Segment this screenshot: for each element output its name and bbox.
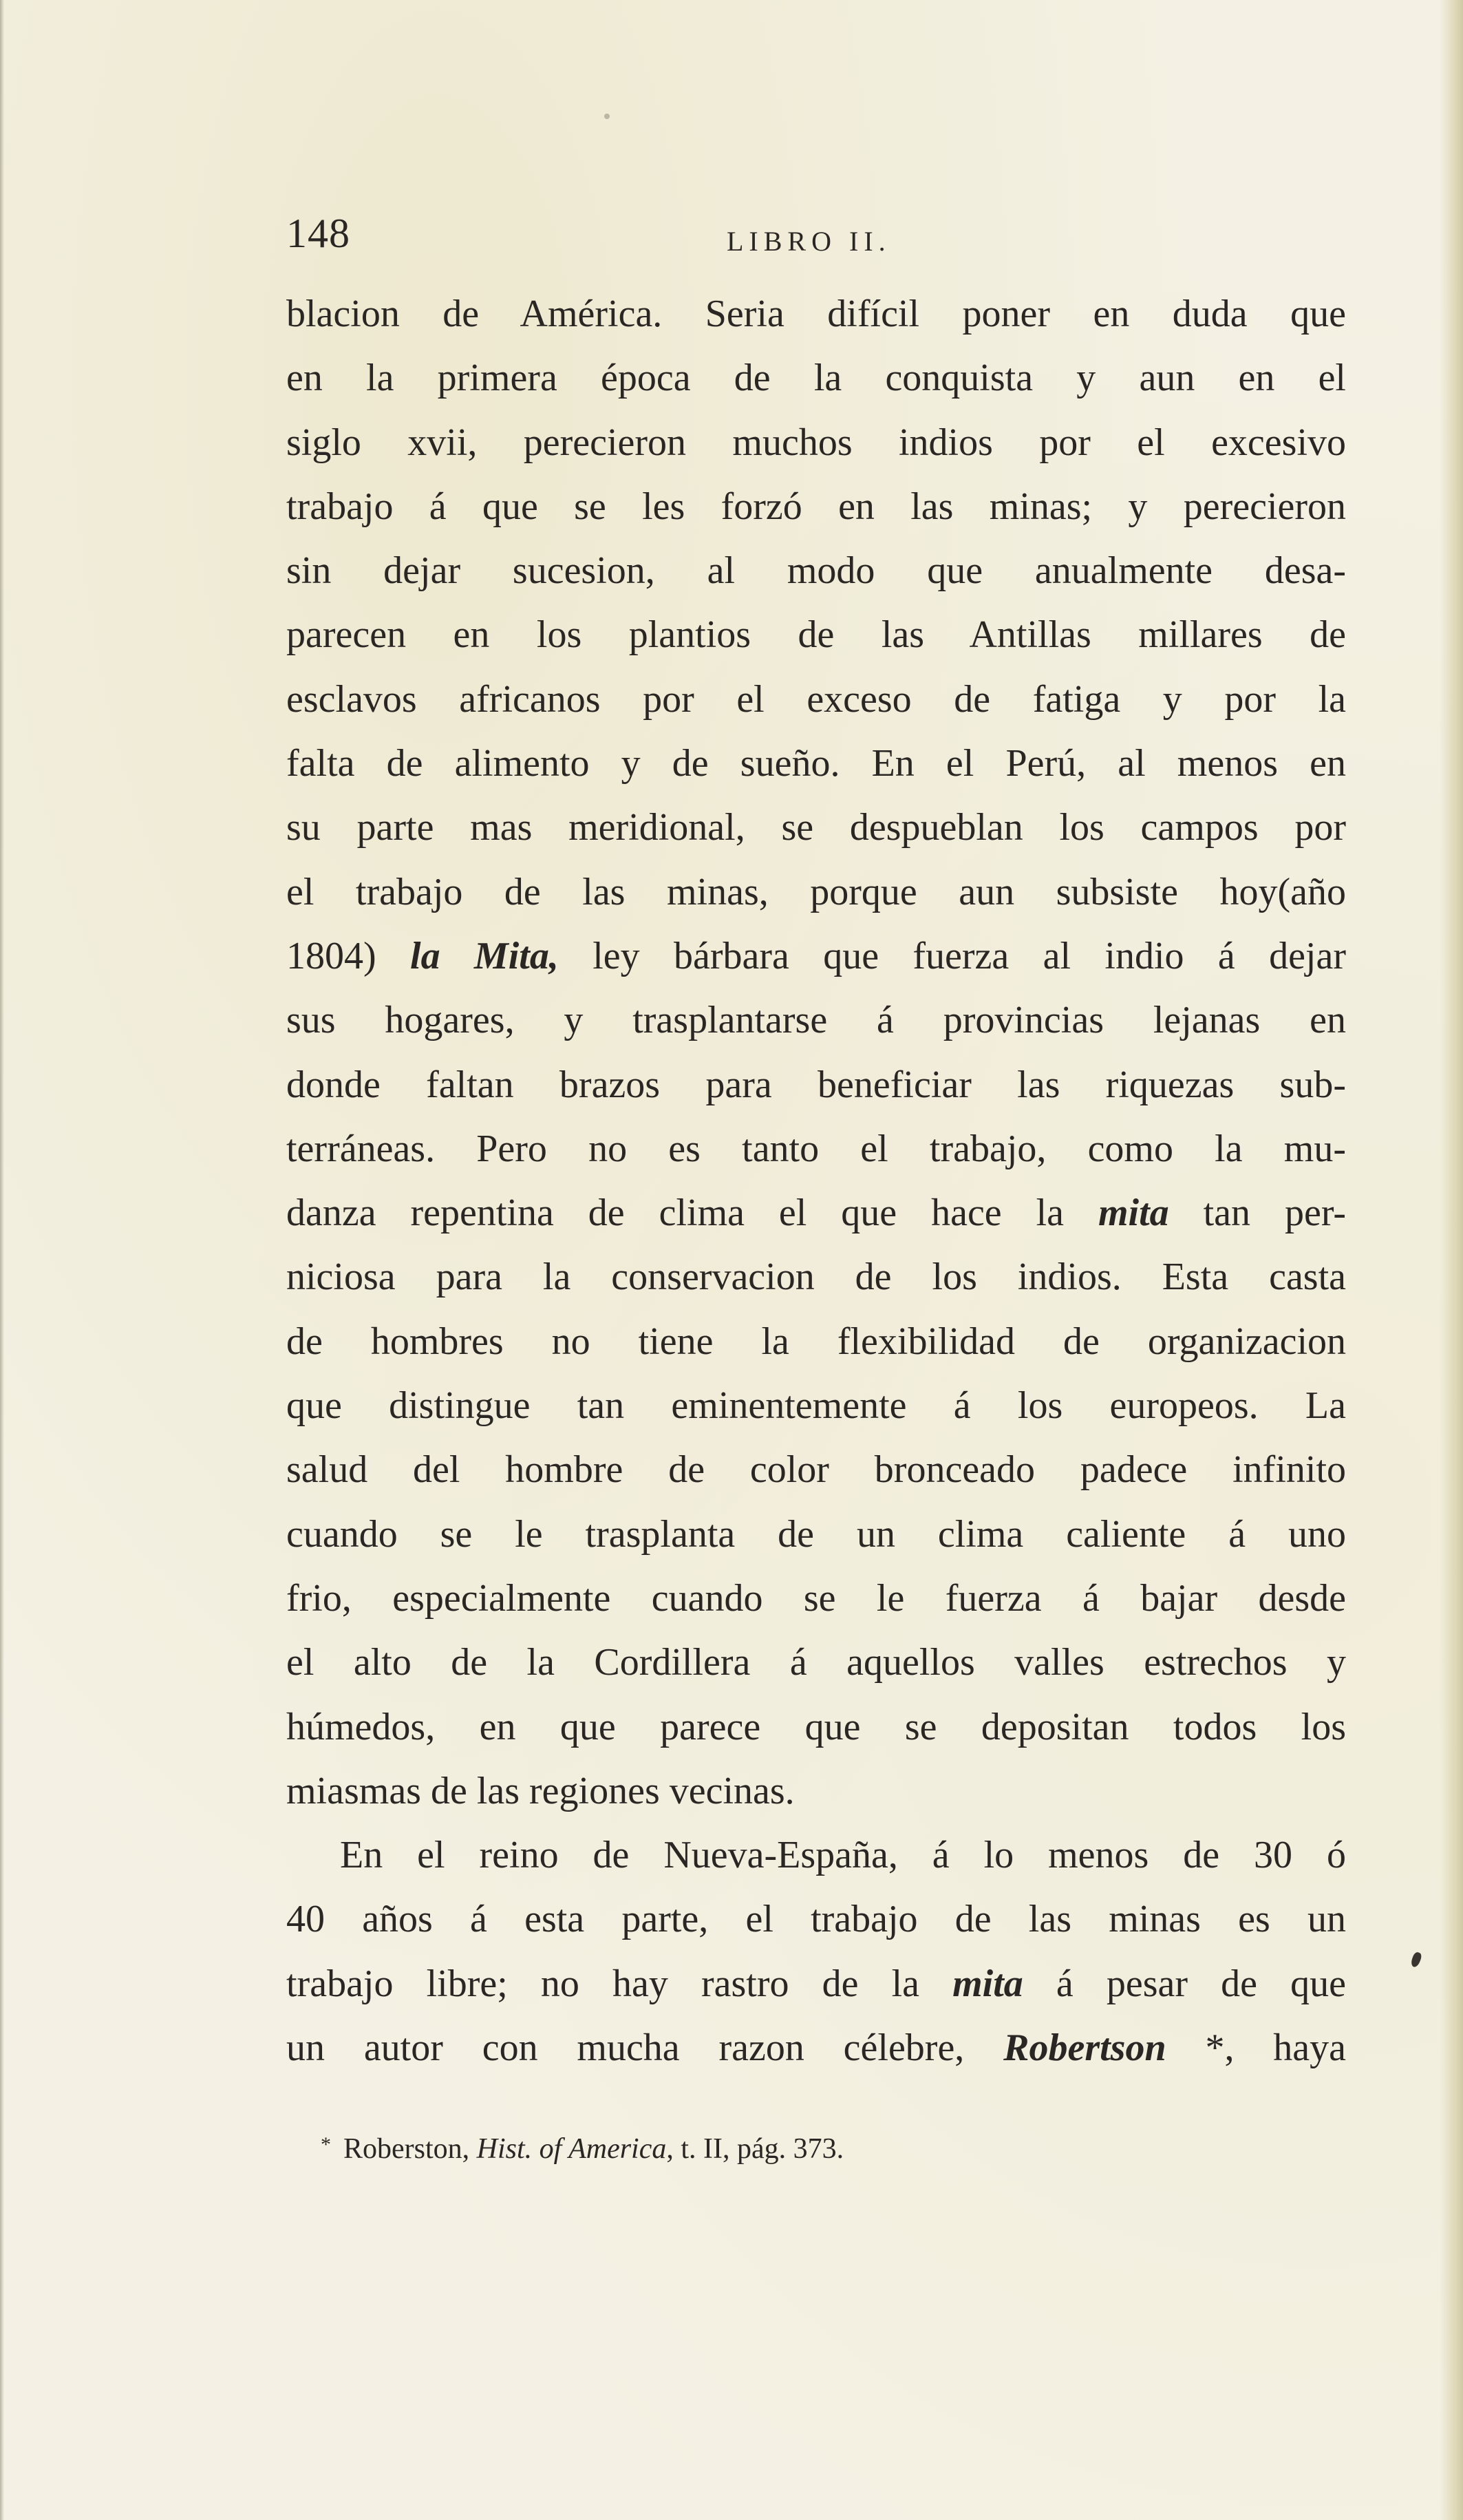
page-number: 148 [286, 211, 350, 256]
text-line: trabajo libre; no hay rastro de la mita á pesar de que [286, 1962, 1347, 2005]
text-line: falta de alimento y de sueño. En el Perú, al menos en [286, 742, 1346, 785]
footnote-reference: , t. II, pág. 373. [666, 2133, 844, 2165]
text-line: el trabajo de las minas, porque aun subsiste hoy(año [286, 870, 1346, 913]
text-line: niciosa para la conservacion de los indios. Esta casta [286, 1256, 1346, 1299]
text-line: danza repentina de clima el que hace la mita tan per- [286, 1192, 1346, 1235]
text-line: su parte mas meridional, se despueblan los campos por [286, 806, 1346, 849]
text-line: un autor con mucha razon célebre, Robertson *, haya [286, 2026, 1346, 2070]
text-line: trabajo á que se les forzó en las minas; y perecieron [286, 485, 1346, 528]
text-line: 40 años á esta parte, el trabajo de las minas es un [286, 1898, 1346, 1941]
text-line: terráneas. Pero no es tanto el trabajo, como la mu- [286, 1127, 1346, 1170]
emphasis-mita: mita [1098, 1192, 1169, 1235]
text-line: de hombres no tiene la flexibilidad de organizacion [286, 1320, 1346, 1363]
text-line: parecen en los plantios de las Antillas millares de [286, 613, 1346, 657]
text-line: blacion de América. Seria difícil poner en duda que [286, 293, 1346, 335]
text-line: sus hogares, y trasplantarse á provincias lejanas en [286, 999, 1346, 1042]
emphasis-robertson: Robertson [1003, 2026, 1166, 2070]
text-line: en la primera época de la conquista y aun en el [286, 357, 1346, 400]
emphasis-mita: mita [952, 1962, 1023, 2005]
body-text [286, 282, 1346, 2080]
page-left-edge [0, 0, 4, 2520]
text-line-paragraph-start: En el reino de Nueva-España, á lo menos de 30 ó [340, 1834, 1346, 1877]
text-line: cuando se le trasplanta de un clima caliente á uno [286, 1512, 1346, 1556]
text-line: que distingue tan eminentemente á los europeos. La [286, 1384, 1346, 1428]
text-line: salud del hombre de color bronceado padece infinito [286, 1448, 1346, 1492]
text-line: donde faltan brazos para beneficiar las riquezas sub- [286, 1063, 1346, 1106]
text-line: frio, especialmente cuando se le fuerza á bajar desde [286, 1576, 1346, 1620]
text-line: 1804) la Mita, ley bárbara que fuerza al indio á dejar [286, 934, 1346, 977]
text-line: siglo xvii, perecieron muchos indios por el excesivo [286, 421, 1346, 464]
footnote-mark: * [321, 2133, 331, 2156]
running-head: LIBRO II. [727, 226, 891, 257]
page-header [286, 210, 1346, 272]
footnote-title: Hist. of America [476, 2133, 667, 2165]
footnote [321, 2132, 844, 2166]
text-line: húmedos, en que parece que se depositan todos los [286, 1705, 1346, 1748]
paper-speck [604, 114, 610, 119]
emphasis-la-mita: la Mita, [410, 934, 559, 977]
text-line: el alto de la Cordillera á aquellos valles estrechos y [286, 1641, 1346, 1684]
page-right-edge [1440, 0, 1463, 2520]
text-line: esclavos africanos por el exceso de fatiga y por la [286, 677, 1346, 721]
text-line: sin dejar sucesion, al modo que anualmente desa- [286, 549, 1346, 593]
text-line-paragraph-end: miasmas de las regiones vecinas. [286, 1769, 795, 1812]
footnote-author: Roberston, [343, 2133, 477, 2165]
ink-blot [1410, 1951, 1423, 1969]
